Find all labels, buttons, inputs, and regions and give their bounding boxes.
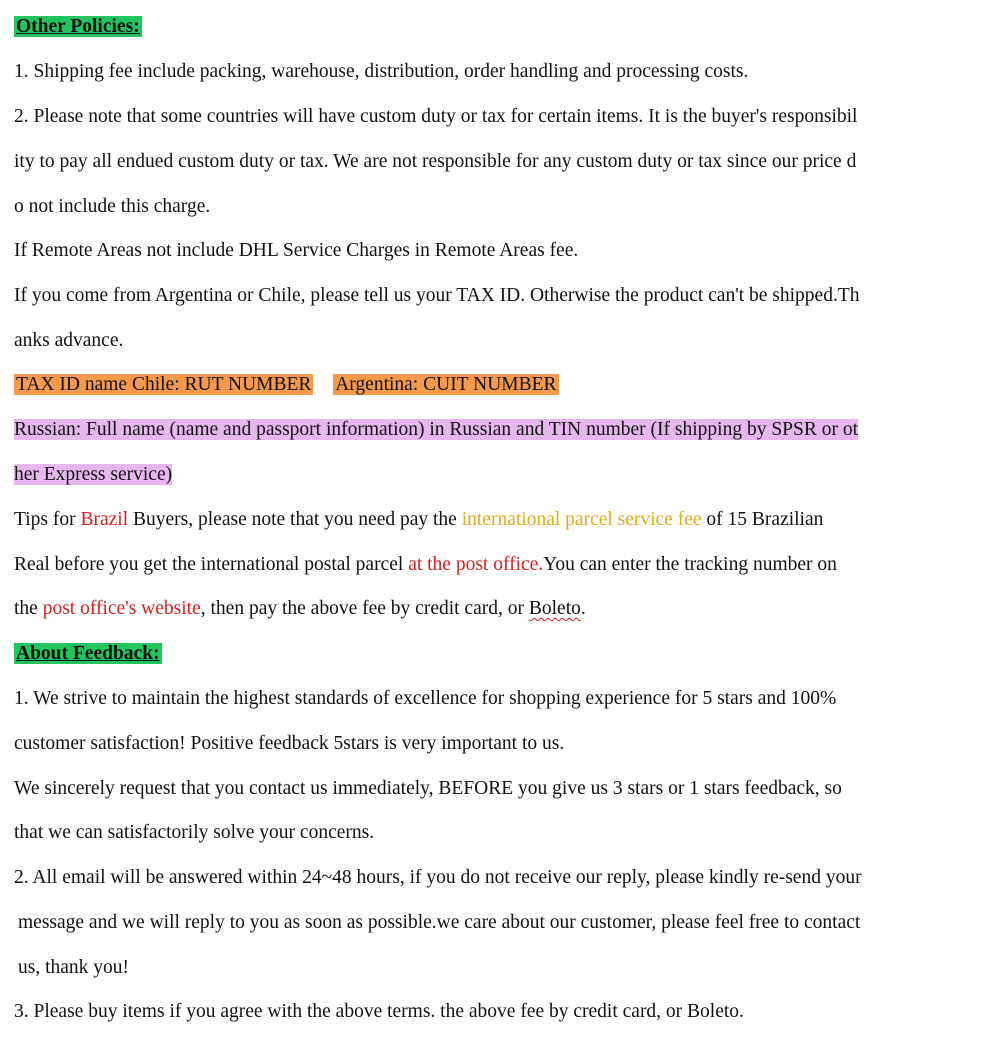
feedback-email-line-1: 2. All email will be answered within 24~48 hours, if you do not receive our reply, please kindly re-send your [14,867,862,888]
russian-info-text-1: Russian: Full name (name and passport information) in Russian and TIN number (If shipping by SPSR or ot [14,419,859,440]
tax-id-names-line [14,372,559,398]
brazil-the-text: the [14,598,43,619]
feedback-terms-line: 3. Please buy items if you agree with the above terms. the above fee by credit card, or Boleto. [14,1001,744,1022]
tax-id-chile: TAX ID name Chile: RUT NUMBER [16,374,312,395]
feedback-email-line-3: us, thank you! [18,957,130,978]
boleto-text: Boleto [528,598,581,619]
brazil-buyers-text: Buyers, please note that you need pay the [128,509,462,530]
brazil-period: . [580,598,586,619]
brazil-tips-line-1 [14,507,823,533]
post-office-website-text: post office's website [42,598,201,619]
policy-remote-areas: If Remote Areas not include DHL Service Charges in Remote Areas fee. [14,240,579,261]
other-policies-heading-line [14,14,142,40]
policy-custom-duty-line-3: o not include this charge. [14,196,211,217]
post-office-text: at the post office. [408,554,544,575]
feedback-email-line-2: message and we will reply to you as soon as possible.we care about our customer, please feel free to contact [18,912,861,933]
feedback-request-line-1: We sincerely request that you contact us immediately, BEFORE you give us 3 stars or 1 stars feedback, so [14,778,842,799]
feedback-request-line-2: that we can satisfactorily solve your concerns. [14,822,375,843]
russian-info-line-2 [14,462,172,488]
policy-tax-id-line-2: anks advance. [14,330,124,351]
feedback-standards-line-2: customer satisfaction! Positive feedback 5stars is very important to us. [14,733,565,754]
about-feedback-heading-line [14,641,162,667]
tax-id-argentina: Argentina: CUIT NUMBER [335,374,557,395]
russian-info-line-1 [14,417,858,443]
brazil-word: Brazil [80,509,129,530]
about-feedback-heading: About Feedback: [16,643,160,664]
russian-info-text-2: her Express service) [14,464,173,485]
brazil-fee-amount-text: of 15 Brazilian [701,509,824,530]
policy-custom-duty-line-1: 2. Please note that some countries will have custom duty or tax for certain items. It is the buyer's responsibil [14,106,858,127]
brazil-tips-line-2 [14,552,837,578]
brazil-tips-prefix: Tips for [14,509,81,530]
tracking-number-text: You can enter the tracking number on [543,554,837,575]
pay-by-card-text: , then pay the above fee by credit card, or [200,598,529,619]
parcel-service-fee-text: international parcel service fee [461,509,702,530]
policy-tax-id-line-1: If you come from Argentina or Chile, please tell us your TAX ID. Otherwise the product can't be shipped.Th [14,285,860,306]
brazil-real-text: Real before you get the international postal parcel [14,554,409,575]
policy-shipping-fee: 1. Shipping fee include packing, warehouse, distribution, order handling and processing costs. [14,61,749,82]
brazil-tips-line-3 [14,596,586,622]
policy-custom-duty-line-2: ity to pay all endued custom duty or tax. We are not responsible for any custom duty or tax since our price d [14,151,857,172]
feedback-standards-line-1: 1. We strive to maintain the highest standards of excellence for shopping experience for 5 stars and 100% [14,688,837,709]
other-policies-heading: Other Policies: [16,16,140,37]
